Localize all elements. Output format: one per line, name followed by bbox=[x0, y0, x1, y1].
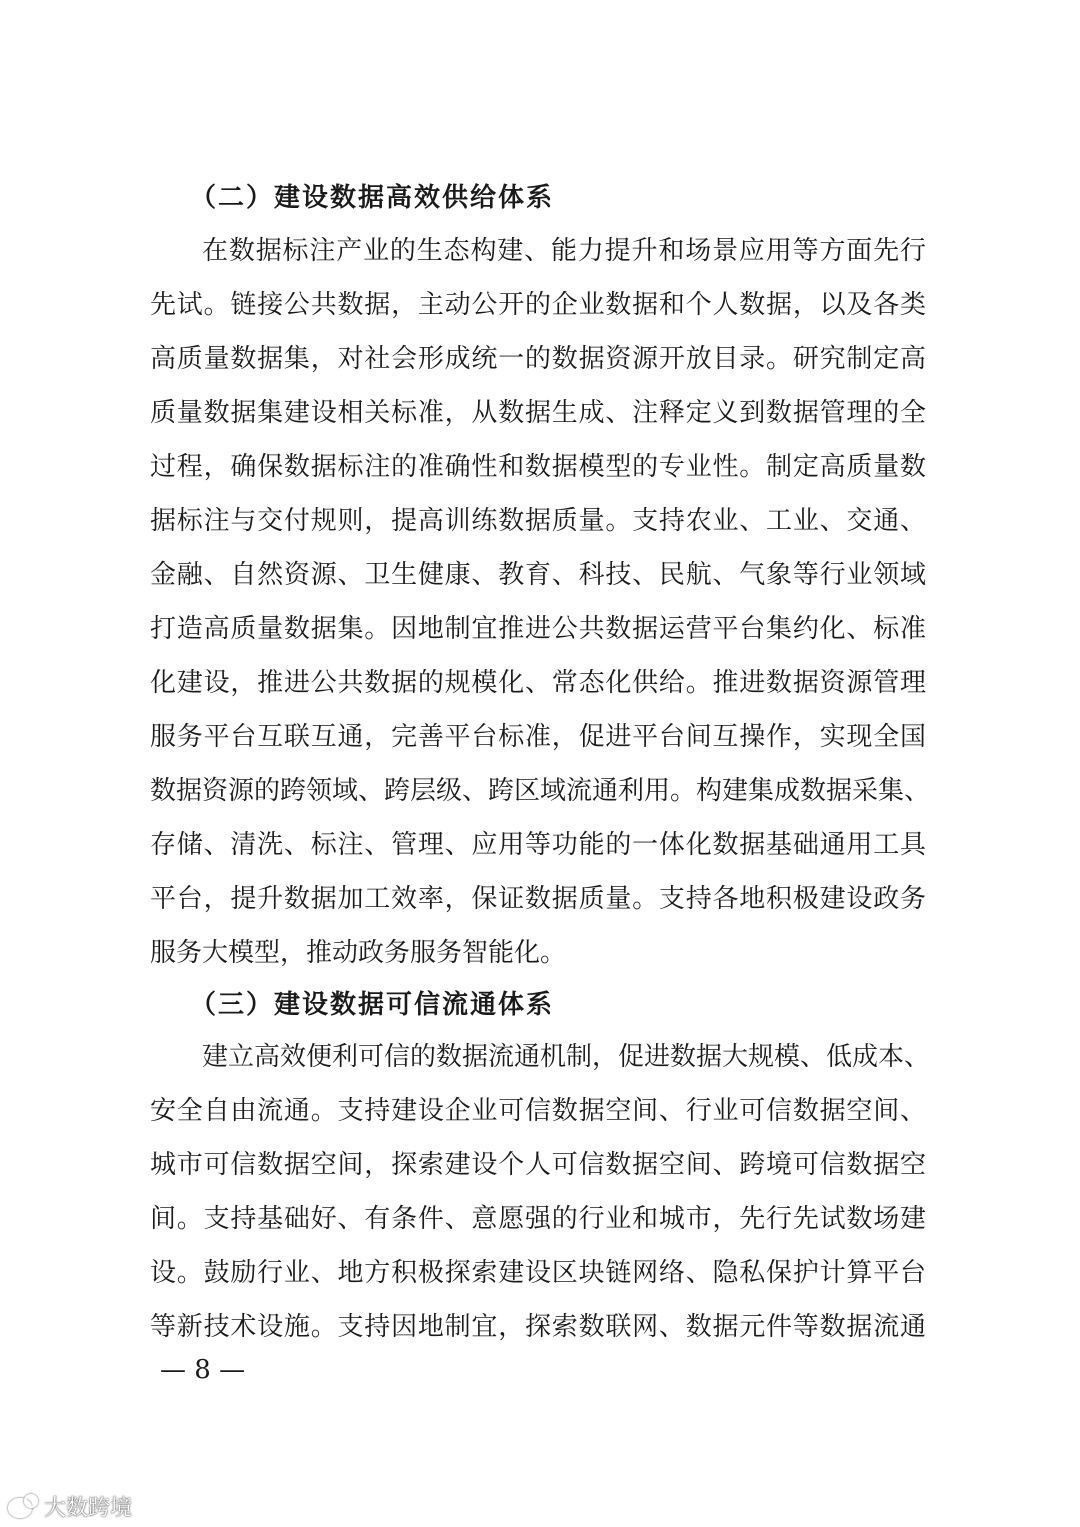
page-number: — 8 — bbox=[160, 1355, 246, 1385]
paragraph-line: 设。鼓励行业、地方积极探索建设区块链网络、隐私保护计算平台 bbox=[150, 1258, 926, 1288]
paragraph-line: 化建设，推进公共数据的规模化、常态化供给。推进数据资源管理 bbox=[150, 668, 926, 698]
paragraph-line: 金融、自然资源、卫生健康、教育、科技、民航、气象等行业领域 bbox=[150, 560, 926, 590]
weibo-logo-icon bbox=[6, 1494, 40, 1518]
paragraph-line: 等新技术设施。支持因地制宜，探索数联网、数据元件等数据流通 bbox=[150, 1312, 926, 1342]
paragraph-line: 存储、清洗、标注、管理、应用等功能的一体化数据基础通用工具 bbox=[150, 830, 926, 860]
paragraph-line: 服务平台互联互通，完善平台标准，促进平台间互操作，实现全国 bbox=[150, 722, 926, 752]
paragraph-line: 间。支持基础好、有条件、意愿强的行业和城市，先行先试数场建 bbox=[150, 1204, 926, 1234]
paragraph-line: 在数据标注产业的生态构建、能力提升和场景应用等方面先行 bbox=[202, 236, 926, 266]
watermark bbox=[6, 1490, 132, 1522]
watermark-text: 大数跨境 bbox=[44, 1495, 133, 1521]
paragraph-line: 平台，提升数据加工效率，保证数据质量。支持各地积极建设政务 bbox=[150, 884, 926, 914]
paragraph-line: 打造高质量数据集。因地制宜推进公共数据运营平台集约化、标准 bbox=[150, 614, 926, 644]
paragraph-line: 服务大模型，推动政务服务智能化。 bbox=[150, 938, 567, 968]
paragraph-line: 据标注与交付规则，提高训练数据质量。支持农业、工业、交通、 bbox=[150, 506, 926, 536]
section-heading-2: （二）建设数据高效供给体系 bbox=[190, 183, 555, 213]
paragraph-line: 过程，确保数据标注的准确性和数据模型的专业性。制定高质量数 bbox=[150, 452, 926, 482]
paragraph-line: 安全自由流通。支持建设企业可信数据空间、行业可信数据空间、 bbox=[150, 1096, 926, 1126]
paragraph-line: 城市可信数据空间，探索建设个人可信数据空间、跨境可信数据空 bbox=[150, 1150, 926, 1180]
section-heading-3: （三）建设数据可信流通体系 bbox=[190, 990, 555, 1020]
paragraph-line: 高质量数据集，对社会形成统一的数据资源开放目录。研究制定高 bbox=[150, 344, 926, 374]
paragraph-line: 先试。链接公共数据，主动公开的企业数据和个人数据，以及各类 bbox=[150, 290, 926, 320]
paragraph-line: 数据资源的跨领域、跨层级、跨区域流通利用。构建集成数据采集、 bbox=[150, 776, 931, 806]
paragraph-line: 建立高效便利可信的数据流通机制，促进数据大规模、低成本、 bbox=[202, 1042, 931, 1072]
paragraph-line: 质量数据集建设相关标准，从数据生成、注释定义到数据管理的全 bbox=[150, 398, 926, 428]
